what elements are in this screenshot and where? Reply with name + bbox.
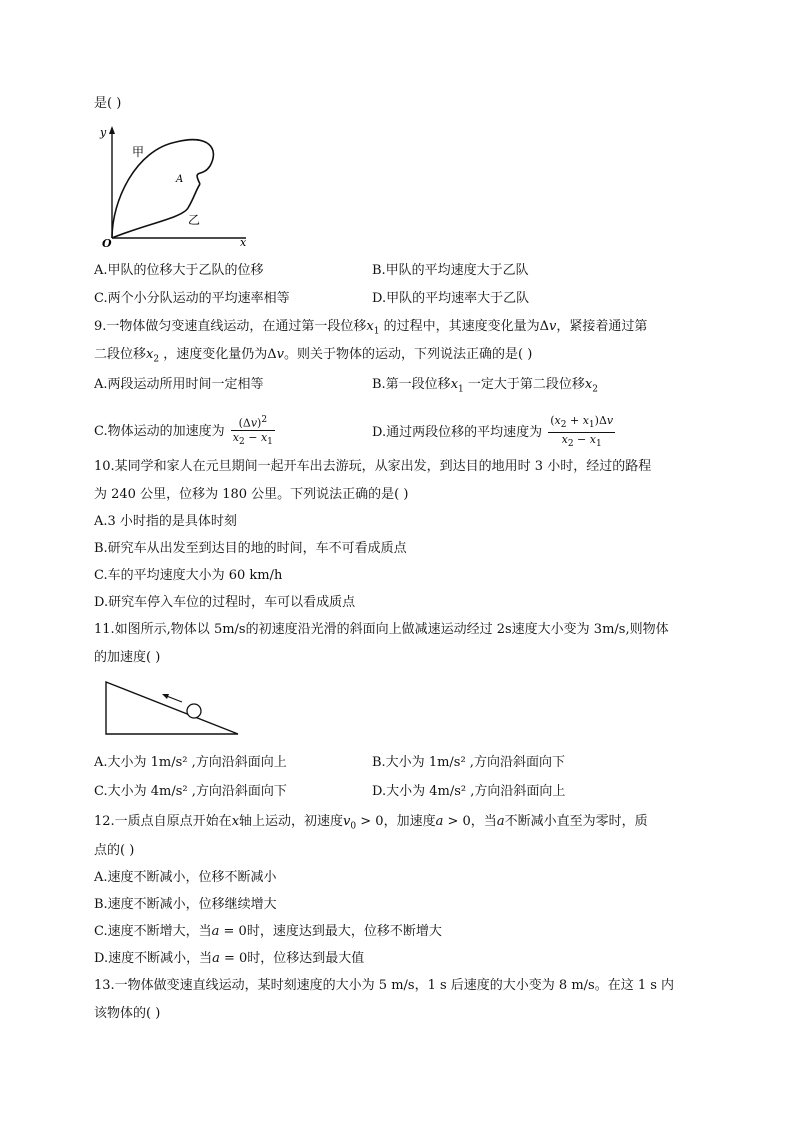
q9-c-fraction: $\frac{(\Delta v)^2}{x_2 - x_1}$ (232, 415, 273, 447)
q10-stem-line1: 10.某同学和家人在元旦期间一起开车出去游玩，从家出发，到达目的地用时 3 小时，经过的路程 (94, 459, 652, 474)
q8-option-c: C.两个小分队运动的平均速率相等 (94, 291, 290, 306)
q11-option-a: A.大小为 1m/s² ,方向沿斜面向上 (94, 755, 287, 770)
point-a-label: A (176, 174, 184, 185)
q8-stem-tail: 是( ) (94, 96, 122, 111)
q12-stem-line2: 点的( ) (94, 843, 135, 858)
q8-option-d: D.甲队的平均速率大于乙队 (372, 291, 530, 306)
q8-trajectory-figure (96, 120, 256, 248)
q13-stem-line2: 该物体的( ) (94, 1006, 161, 1021)
x-axis-label: x (240, 236, 247, 248)
q9-stem-line2: 二段位移$x_2$ ，速度变化量仍为Δv。则关于物体的运动，下列说法正确的是( ) (94, 347, 533, 365)
q11-option-b: B.大小为 1m/s² ,方向沿斜面向下 (372, 755, 565, 770)
q12-stem-line1: 12.一质点自原点开始在x轴上运动，初速度$v_0 > 0$，加速度a > 0，当a不断减小直至为零时，质 (94, 814, 648, 832)
q11-option-c: C.大小为 4m/s² ,方向沿斜面向下 (94, 784, 287, 799)
y-axis-label: y (100, 126, 107, 139)
q9-d-fraction: $\frac{(x_2 + x_1)\Delta v}{x_2 - x_1}$ (550, 414, 614, 450)
q9-option-b: B.第一段位移$x_1$ 一定大于第二段位移$x_2$ (372, 377, 598, 395)
q11-option-d: D.大小为 4m/s² ,方向沿斜面向上 (372, 784, 566, 799)
yi-label: 乙 (188, 213, 201, 227)
origin-label: O (102, 237, 112, 248)
q8-option-b: B.甲队的平均速度大于乙队 (372, 263, 529, 278)
q11-stem-line1: 11.如图所示,物体以 5m/s的初速度沿光滑的斜面向上做减速运动经过 2s速度大小变为 3m/s,则物体 (94, 622, 669, 637)
q10-option-a: A.3 小时指的是具体时刻 (94, 514, 237, 529)
q11-incline-figure (100, 678, 245, 740)
q10-stem-line2: 为 240 公里，位移为 180 公里。下列说法正确的是( ) (94, 487, 409, 502)
q10-option-b: B.研究车从出发至到达目的地的时间，车不可看成质点 (94, 541, 407, 556)
q11-stem-line2: 的加速度( ) (94, 650, 161, 665)
yi-path (112, 184, 200, 238)
q13-stem-line1: 13.一物体做变速直线运动，某时刻速度的大小为 5 m/s，1 s 后速度的大小变为 8 m/s。在这 1 s 内 (94, 978, 675, 993)
q12-option-a: A.速度不断减小，位移不断减小 (94, 870, 277, 885)
q12-option-d: D.速度不断减小，当a = 0时，位移达到最大值 (94, 951, 365, 966)
q12-option-c: C.速度不断增大，当a = 0时，速度达到最大，位移不断增大 (94, 924, 442, 939)
q9-stem-line1: 9.一物体做匀变速直线运动，在通过第一段位移$x_1$ 的过程中，其速度变化量为Δv，紧接着通过第 (94, 319, 648, 337)
q10-option-c: C.车的平均速度大小为 60 km/h (94, 568, 283, 583)
q8-option-a: A.甲队的位移大于乙队的位移 (94, 263, 264, 278)
q9-option-d: D.通过两段位移的平均速度为 $\frac{(x_2 + x_1)\Delta v}{x_2 - x_1}$ (372, 414, 614, 450)
q9-option-c: C.物体运动的加速度为 $\frac{(\Delta v)^2}{x_2 - x_1}$ (94, 415, 273, 447)
q12-option-b: B.速度不断减小，位移继续增大 (94, 897, 277, 912)
q10-option-d: D.研究车停入车位的过程时，车可以看成质点 (94, 595, 356, 610)
q9-option-a: A.两段运动所用时间一定相等 (94, 377, 264, 392)
jia-label: 甲 (132, 145, 145, 159)
